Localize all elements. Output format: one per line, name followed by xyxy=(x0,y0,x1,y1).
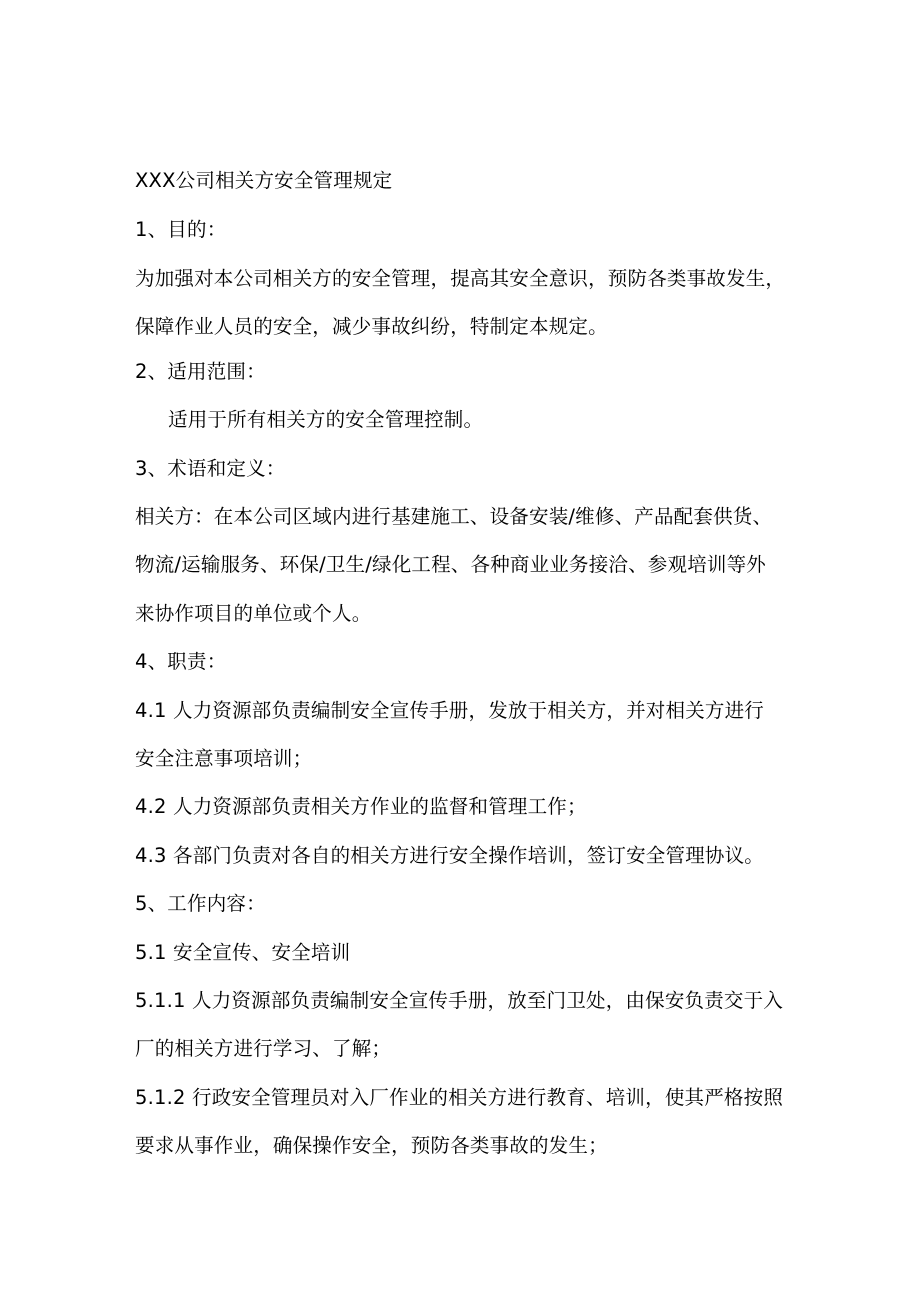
section-1-text-line-1: 为加强对本公司相关方的安全管理，提高其安全意识，预防各类事故发生， xyxy=(135,267,786,290)
section-5-1-2-line-2: 要求从事作业，确保操作安全，预防各类事故的发生； xyxy=(135,1134,608,1157)
section-2-text: 适用于所有相关方的安全管理控制。 xyxy=(168,408,484,431)
section-4-1-line-1: 4.1 人力资源部负责编制安全宣传手册，发放于相关方，并对相关方进行 xyxy=(135,699,765,722)
section-3-text-line-1: 相关方：在本公司区域内进行基建施工、设备安装/维修、产品配套供货、 xyxy=(135,505,773,528)
section-5-heading: 5、工作内容： xyxy=(135,892,266,915)
section-4-3: 4.3 各部门负责对各自的相关方进行安全操作培训，签订安全管理协议。 xyxy=(135,844,765,867)
document-title: XXX公司相关方安全管理规定 xyxy=(135,169,393,192)
section-2-heading: 2、适用范围： xyxy=(135,360,266,383)
section-1-text-line-2: 保障作业人员的安全，减少事故纠纷，特制定本规定。 xyxy=(135,315,608,338)
section-5-1: 5.1 安全宣传、安全培训 xyxy=(135,941,351,964)
section-3-text-line-3: 来协作项目的单位或个人。 xyxy=(135,602,372,625)
section-4-2: 4.2 人力资源部负责相关方作业的监督和管理工作； xyxy=(135,795,587,818)
section-5-1-1-line-1: 5.1.1 人力资源部负责编制安全宣传手册，放至门卫处，由保安负责交于入 xyxy=(135,989,784,1012)
section-3-heading: 3、术语和定义： xyxy=(135,457,286,480)
section-4-1-line-2: 安全注意事项培训； xyxy=(135,747,313,770)
section-1-heading: 1、目的： xyxy=(135,218,227,241)
section-4-heading: 4、职责： xyxy=(135,650,227,673)
section-5-1-1-line-2: 厂的相关方进行学习、了解； xyxy=(135,1037,392,1060)
section-3-text-line-2: 物流/运输服务、环保/卫生/绿化工程、各种商业业务接洽、参观培训等外 xyxy=(135,553,767,576)
section-5-1-2-line-1: 5.1.2 行政安全管理员对入厂作业的相关方进行教育、培训，使其严格按照 xyxy=(135,1086,784,1109)
